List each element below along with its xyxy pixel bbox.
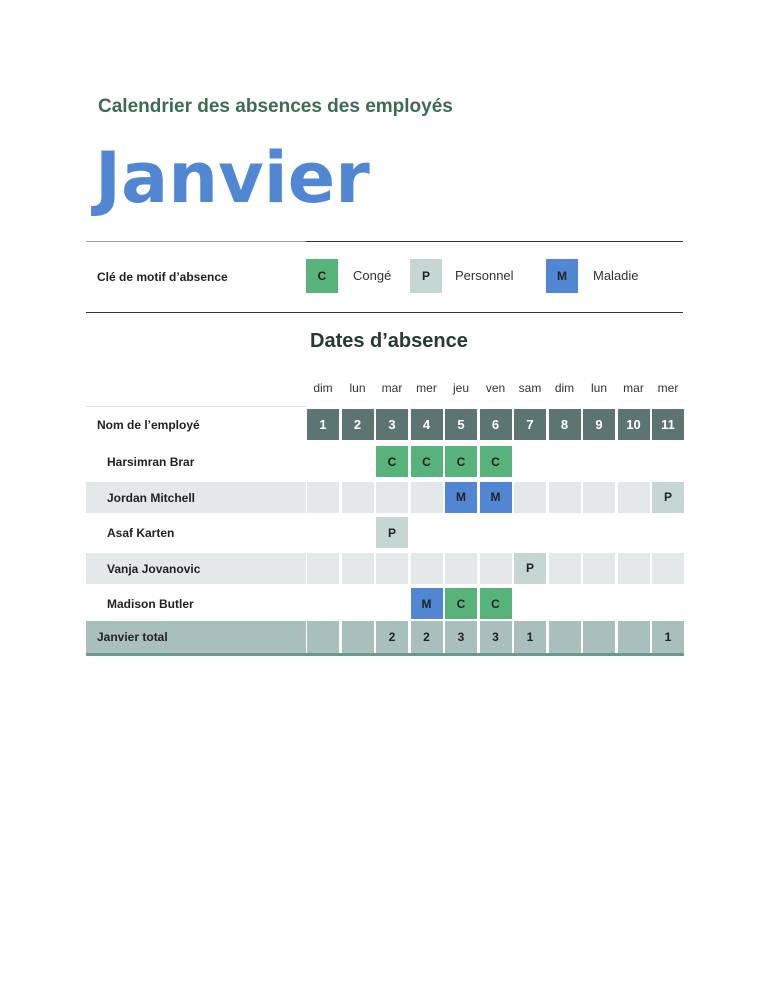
employee-name-header: Nom de l’employé xyxy=(97,418,200,432)
empty-day-cell[interactable] xyxy=(549,588,581,619)
employee-name: Jordan Mitchell xyxy=(107,490,196,505)
total-cell: 3 xyxy=(480,621,512,653)
day-number-cell: 3 xyxy=(376,409,408,440)
absence-cell[interactable]: M xyxy=(480,482,512,513)
total-cell: 1 xyxy=(514,621,546,653)
legend-title: Clé de motif d’absence xyxy=(97,270,228,284)
empty-day-cell[interactable] xyxy=(618,482,650,513)
section-title: Dates d’absence xyxy=(310,330,468,352)
total-cell xyxy=(618,621,650,653)
empty-day-cell[interactable] xyxy=(583,588,615,619)
calendar-subtitle: Calendrier des absences des employés xyxy=(98,96,453,117)
empty-day-cell[interactable] xyxy=(342,446,374,477)
day-number-cell: 8 xyxy=(549,409,581,440)
empty-day-cell[interactable] xyxy=(583,553,615,584)
employee-name: Madison Butler xyxy=(107,597,194,611)
legend-swatch-personnel: P xyxy=(410,259,442,293)
total-cell xyxy=(549,621,581,653)
absence-cell[interactable]: C xyxy=(411,446,443,477)
weekday-label: sam xyxy=(518,381,542,395)
employee-name: Vanja Jovanovic xyxy=(107,561,201,576)
empty-day-cell[interactable] xyxy=(307,588,339,619)
weekday-label: lun xyxy=(349,381,366,395)
empty-day-cell[interactable] xyxy=(618,446,650,477)
header-rule xyxy=(86,406,306,407)
legend-bottom-rule xyxy=(86,312,683,313)
weekday-label: mar xyxy=(623,381,644,395)
empty-day-cell[interactable] xyxy=(514,517,546,548)
day-number-cell: 11 xyxy=(652,409,684,440)
empty-day-cell[interactable] xyxy=(583,446,615,477)
total-cell xyxy=(307,621,339,653)
day-number-cell: 4 xyxy=(411,409,443,440)
total-cell: 1 xyxy=(652,621,684,653)
legend-swatch-conge: C xyxy=(306,259,338,293)
empty-day-cell[interactable] xyxy=(411,482,443,513)
empty-day-cell[interactable] xyxy=(549,482,581,513)
absence-cell[interactable]: C xyxy=(376,446,408,477)
empty-day-cell[interactable] xyxy=(549,517,581,548)
legend-swatch-maladie: M xyxy=(546,259,578,293)
weekday-label: mar xyxy=(381,381,403,395)
empty-day-cell[interactable] xyxy=(307,482,339,513)
total-label: Janvier total xyxy=(97,630,168,644)
empty-day-cell[interactable] xyxy=(583,482,615,513)
weekday-label: dim xyxy=(554,381,575,395)
absence-cell[interactable]: C xyxy=(445,446,477,477)
empty-day-cell[interactable] xyxy=(411,553,443,584)
day-number-cell: 9 xyxy=(583,409,615,440)
weekday-label: lun xyxy=(590,381,607,395)
employee-name: Asaf Karten xyxy=(107,526,175,540)
empty-day-cell[interactable] xyxy=(480,553,512,584)
day-number-cell: 5 xyxy=(445,409,477,440)
total-cell: 2 xyxy=(376,621,408,653)
empty-day-cell[interactable] xyxy=(307,517,339,548)
empty-day-cell[interactable] xyxy=(342,553,374,584)
empty-day-cell[interactable] xyxy=(652,446,684,477)
empty-day-cell[interactable] xyxy=(652,588,684,619)
total-cell xyxy=(583,621,615,653)
weekday-label: mer xyxy=(657,381,679,395)
weekday-label: mer xyxy=(416,381,437,395)
day-number-cell: 2 xyxy=(342,409,374,440)
total-cell xyxy=(342,621,374,653)
legend-label-maladie: Maladie xyxy=(593,268,639,283)
empty-day-cell[interactable] xyxy=(342,482,374,513)
empty-day-cell[interactable] xyxy=(445,517,477,548)
empty-day-cell[interactable] xyxy=(376,588,408,619)
legend-label-conge: Congé xyxy=(353,268,392,283)
empty-day-cell[interactable] xyxy=(342,588,374,619)
empty-day-cell[interactable] xyxy=(376,553,408,584)
empty-day-cell[interactable] xyxy=(307,446,339,477)
absence-cell[interactable]: M xyxy=(445,482,477,513)
day-number-cell: 7 xyxy=(514,409,546,440)
empty-day-cell[interactable] xyxy=(514,446,546,477)
empty-day-cell[interactable] xyxy=(411,517,443,548)
legend-label-personnel: Personnel xyxy=(455,268,514,283)
absence-cell[interactable]: P xyxy=(514,553,546,584)
empty-day-cell[interactable] xyxy=(652,517,684,548)
day-number-cell: 6 xyxy=(480,409,512,440)
empty-day-cell[interactable] xyxy=(549,553,581,584)
employee-name: Harsimran Brar xyxy=(107,455,195,469)
empty-day-cell[interactable] xyxy=(618,588,650,619)
absence-cell[interactable]: P xyxy=(652,482,684,513)
table-bottom-line xyxy=(86,653,684,656)
empty-day-cell[interactable] xyxy=(618,553,650,584)
empty-day-cell[interactable] xyxy=(514,588,546,619)
weekday-label: dim xyxy=(313,381,333,395)
empty-day-cell[interactable] xyxy=(618,517,650,548)
empty-day-cell[interactable] xyxy=(583,517,615,548)
empty-day-cell[interactable] xyxy=(342,517,374,548)
total-cell: 2 xyxy=(411,621,443,653)
weekday-label: ven xyxy=(485,381,506,395)
day-number-cell: 10 xyxy=(618,409,650,440)
empty-day-cell[interactable] xyxy=(480,517,512,548)
empty-day-cell[interactable] xyxy=(307,553,339,584)
empty-day-cell[interactable] xyxy=(549,446,581,477)
empty-day-cell[interactable] xyxy=(376,482,408,513)
absence-cell[interactable]: P xyxy=(376,517,408,548)
absence-cell[interactable]: C xyxy=(480,588,512,619)
day-number-cell: 1 xyxy=(307,409,339,440)
empty-day-cell[interactable] xyxy=(652,553,684,584)
legend-top-rule xyxy=(86,241,683,242)
empty-day-cell[interactable] xyxy=(445,553,477,584)
weekday-label: jeu xyxy=(452,381,469,395)
month-title: Janvier xyxy=(95,137,370,219)
empty-day-cell[interactable] xyxy=(514,482,546,513)
absence-cell[interactable]: C xyxy=(445,588,477,619)
total-cell: 3 xyxy=(445,621,477,653)
absence-cell[interactable]: M xyxy=(411,588,443,619)
absence-cell[interactable]: C xyxy=(480,446,512,477)
